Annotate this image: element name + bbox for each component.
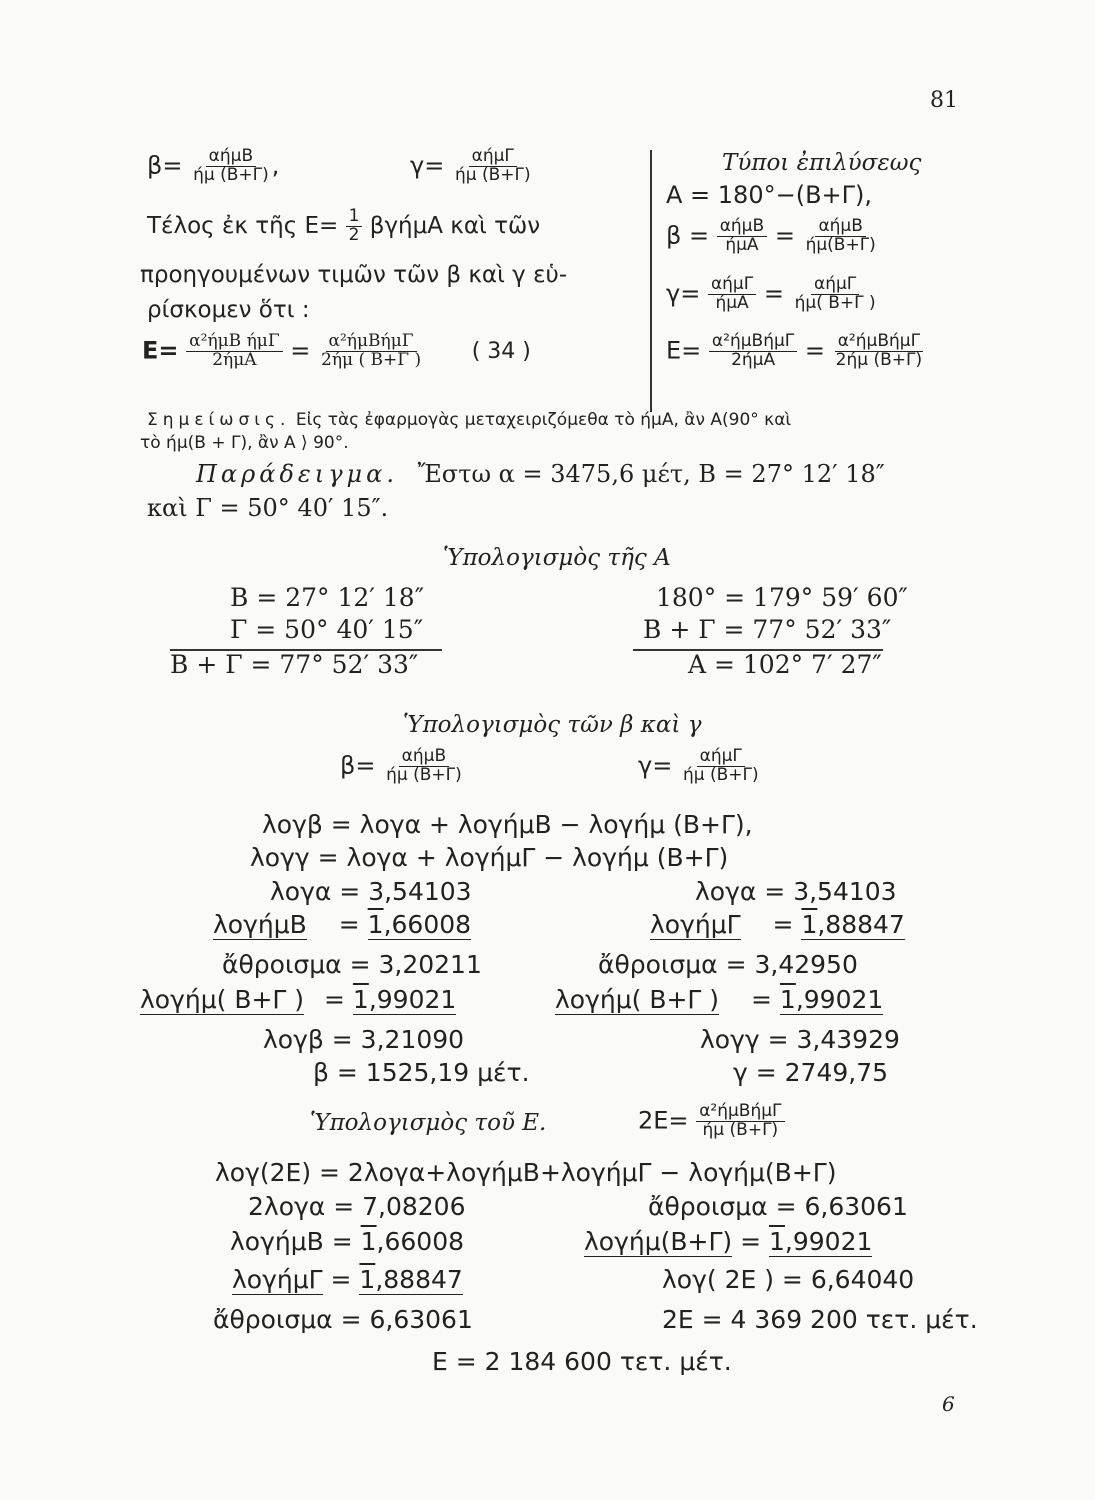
- calc-E-r2-mant: ,99021: [784, 1227, 873, 1256]
- E-fraction-2: [318, 333, 424, 370]
- log-left-l4-eq: =: [324, 985, 353, 1014]
- calc-E-l2: [230, 1227, 464, 1256]
- b-num1: αήμΒ: [717, 218, 767, 237]
- g-eq: =: [763, 279, 784, 308]
- calc-bg-gamma-den: ήμ (Β+Γ): [682, 764, 759, 785]
- calc-E-r3: λογ( 2Ε ) = 6,64040: [662, 1265, 915, 1294]
- gamma-num: αήμΓ: [469, 148, 517, 167]
- column-divider: [650, 150, 652, 412]
- calc-A-l1: Β = 27° 12′ 18″: [230, 583, 425, 612]
- formula-gamma-right: [666, 276, 879, 313]
- beta-fraction: [190, 148, 272, 185]
- formulas-title: Τύποι ἐπιλύσεως: [722, 150, 922, 176]
- comma: ,: [271, 151, 280, 180]
- log-gamma-eq: λογγ = λογα + λογήμΓ − λογήμ (Β+Γ): [250, 843, 729, 872]
- E-right-frac1: [709, 333, 797, 370]
- gamma-lhs: γ=: [410, 151, 445, 180]
- e-den2: 2ήμ (Β+Γ): [835, 349, 923, 370]
- calc-bg-gamma-num: αήμΓ: [697, 748, 745, 767]
- calc-A-r2: Β + Γ = 77° 52′ 33″: [643, 615, 892, 644]
- beta-right-frac1: [717, 218, 767, 255]
- calc-A-r1: 180° = 179° 59′ 60″: [656, 583, 908, 612]
- log-right-l4: [555, 985, 883, 1014]
- notes-text-1: Εἰς τὰς ἐφαρμογὰς μεταχειριζόμεθα τὸ ήμΑ, ἂν Α(90° καὶ: [295, 410, 792, 430]
- e-num1: α²ήμΒήμΓ: [709, 333, 797, 352]
- notes-line-2: τὸ ήμ(Β + Γ), ἂν Α ⟩ 90°.: [140, 433, 349, 453]
- calc-E-twoE-num: α²ήμΒήμΓ: [696, 1103, 784, 1122]
- half-fraction: [346, 208, 363, 245]
- calc-E-twoE-den: ήμ (Β+Γ): [702, 1119, 779, 1140]
- calc-bg-beta: [340, 748, 465, 785]
- e-num2: α²ήμΒήμΓ: [835, 333, 923, 352]
- calc-E-r2-eq: =: [732, 1227, 770, 1256]
- g-num2: αήμΓ: [811, 276, 859, 295]
- E-num1: α²ήμΒ ήμΓ: [186, 333, 282, 352]
- log-right-l3: ἄθροισμα = 3,42950: [598, 950, 858, 979]
- E-fraction-1: [186, 333, 282, 370]
- log-left-l2-eq: =: [338, 910, 368, 939]
- log-right-l2-label: λογήμΓ: [650, 910, 741, 939]
- calc-bg-title: Ὑπολογισμὸς τῶν β καὶ γ: [403, 712, 702, 738]
- gamma-den: ήμ (Β+Γ): [454, 164, 531, 185]
- E-den1: 2ήμΑ: [212, 349, 257, 370]
- calc-bg-beta-frac: [383, 748, 465, 785]
- example-text-1: Ἔστω α = 3475,6 μέτ, Β = 27° 12′ 18″: [417, 460, 885, 488]
- calc-E-r2-char: 1: [769, 1227, 785, 1256]
- calc-E-l3: [232, 1265, 463, 1294]
- calc-E-l2-label: λογήμΒ =: [230, 1227, 361, 1256]
- log-left-l6: β = 1525,19 μέτ.: [313, 1058, 530, 1087]
- E-num2: α²ήμΒήμΓ: [326, 333, 417, 352]
- notes-label: Σημείωσις.: [147, 410, 291, 430]
- formula-beta-right: [666, 218, 879, 255]
- g-num1: αήμΓ: [708, 276, 756, 295]
- notes-line-1: [147, 410, 791, 430]
- calc-E-l2-char: 1: [360, 1227, 377, 1256]
- calc-A-r3: Α = 102° 7′ 27″: [688, 650, 882, 679]
- E-eq: =: [290, 336, 311, 365]
- page-number: 81: [930, 88, 958, 113]
- calc-A-l3: Β + Γ = 77° 52′ 33″: [170, 650, 419, 679]
- calc-E-r2: [584, 1227, 872, 1256]
- text-line-1b: βγήμΑ καὶ τῶν: [369, 212, 541, 239]
- example-line-1: [196, 460, 885, 488]
- b-den1: ήμΑ: [725, 234, 759, 255]
- beta-right-frac2: [803, 218, 879, 255]
- log-left-l4: [140, 985, 456, 1014]
- log-right-l4-label: λογήμ( Β+Γ ): [555, 985, 720, 1014]
- log-right-l2-eq: =: [772, 910, 802, 939]
- log-left-l3: ἄθροισμα = 3,20211: [222, 950, 482, 979]
- b-eq: =: [774, 221, 795, 250]
- log-left-l2-label: λογήμΒ: [213, 910, 307, 939]
- E-right-frac2: [833, 333, 925, 370]
- calc-E-l1: 2λογα = 7,08206: [248, 1192, 466, 1221]
- calc-E-l3-eq: =: [322, 1265, 360, 1294]
- equation-label: ( 34 ): [471, 339, 531, 365]
- log-right-l2-char: 1: [801, 910, 818, 939]
- gamma-right-frac1: [708, 276, 756, 313]
- log-left-l2-char: 1: [367, 910, 384, 939]
- formula-E-34: [142, 333, 531, 370]
- log-beta-eq: λογβ = λογα + λογήμΒ − λογήμ (Β+Γ),: [262, 810, 753, 839]
- calc-bg-beta-lhs: β=: [340, 751, 376, 780]
- E-lhs: Ε=: [142, 336, 179, 365]
- log-left-l5: λογβ = 3,21090: [263, 1025, 465, 1054]
- e-eq: =: [804, 336, 826, 365]
- calc-bg-beta-num: αήμΒ: [399, 748, 449, 767]
- E-den2: 2ήμ ( Β+Γ ): [321, 349, 422, 370]
- formula-E-right: [666, 333, 925, 370]
- g-den1: ήμΑ: [715, 292, 749, 313]
- calc-E-l3-label: λογήμΓ: [232, 1265, 323, 1294]
- log-right-l5: λογγ = 3,43929: [700, 1025, 900, 1054]
- calc-E-twoE-lhs: 2Ε=: [638, 1106, 689, 1135]
- log-right-l6: γ = 2749,75: [733, 1058, 889, 1087]
- log-left-l4-char: 1: [352, 985, 369, 1014]
- calc-A-title: Ὑπολογισμὸς τῆς Α: [443, 545, 671, 571]
- example-label: Παράδειγμα.: [196, 460, 398, 488]
- beta-num: αήμΒ: [206, 148, 256, 167]
- log-right-l4-mant: ,99021: [795, 985, 884, 1014]
- b-num2: αήμΒ: [815, 218, 865, 237]
- calc-bg-beta-den: ήμ (Β+Γ): [386, 764, 462, 785]
- calc-E-final: Ε = 2 184 600 τετ. μέτ.: [432, 1347, 732, 1376]
- calc-E-l3-mant: ,88847: [375, 1265, 463, 1294]
- calc-bg-gamma-frac: [680, 748, 762, 785]
- formula-beta: [147, 148, 279, 185]
- log-left-l4-mant: ,99021: [368, 985, 457, 1014]
- log-right-l2-mant: ,88847: [817, 910, 905, 939]
- log-left-l4-label: λογήμ( Β+Γ ): [140, 985, 305, 1014]
- calc-E-twoE-frac: [696, 1103, 784, 1140]
- calc-E-l2-mant: ,66008: [376, 1227, 465, 1256]
- log-left-l2: [213, 910, 471, 939]
- calc-A-l2: Γ = 50° 40′ 15″: [230, 615, 424, 644]
- log-right-l2: [650, 910, 905, 939]
- calc-E-l4: ἄθροισμα = 6,63061: [213, 1305, 473, 1334]
- beta-lhs: β=: [147, 151, 183, 180]
- log-left-l2-mant: ,66008: [383, 910, 472, 939]
- calc-bg-gamma: [638, 748, 762, 785]
- gamma-fraction: [452, 148, 534, 185]
- calc-E-main: λογ(2Ε) = 2λογα+λογήμΒ+λογήμΓ − λογήμ(Β+Γ): [215, 1158, 837, 1187]
- gamma-right-lhs: γ=: [666, 279, 701, 308]
- formula-A: Α = 180°−(Β+Γ),: [666, 181, 873, 209]
- text-line-2: προηγουμένων τιμῶν τῶν β καὶ γ εὑ-: [140, 262, 568, 288]
- text-line-1: [147, 208, 540, 245]
- calc-E-r4: 2Ε = 4 369 200 τετ. μέτ.: [662, 1305, 978, 1334]
- text-line-3: ρίσκομεν ὅτι :: [147, 297, 310, 323]
- half-den: 2: [348, 224, 360, 245]
- calc-E-r1: ἄθροισμα = 6,63061: [648, 1192, 908, 1221]
- log-left-l1: λογα = 3,54103: [270, 877, 472, 906]
- example-line-2: καὶ Γ = 50° 40′ 15″.: [147, 494, 389, 522]
- e-den1: 2ήμΑ: [731, 349, 776, 370]
- calc-E-title: Ὑπολογισμὸς τοῦ Ε.: [310, 1110, 547, 1136]
- beta-right-lhs: β =: [666, 221, 710, 250]
- E-right-lhs: Ε=: [666, 336, 702, 365]
- calc-E-r2-label: λογήμ(Β+Γ): [584, 1227, 733, 1256]
- gamma-right-frac2: [792, 276, 879, 313]
- log-right-l4-char: 1: [779, 985, 796, 1014]
- half-num: 1: [346, 208, 363, 227]
- formula-gamma: [410, 148, 534, 185]
- b-den2: ήμ(Β+Γ): [805, 234, 876, 255]
- calc-E-twoE: [638, 1103, 785, 1140]
- calc-E-l3-char: 1: [359, 1265, 376, 1294]
- g-den2: ήμ( Β+Γ ): [794, 292, 876, 313]
- log-right-l4-eq: =: [751, 985, 780, 1014]
- calc-bg-gamma-lhs: γ=: [638, 751, 673, 780]
- log-right-l1: λογα = 3,54103: [695, 877, 897, 906]
- text-line-1a: Τέλος ἐκ τῆς Ε=: [147, 212, 339, 239]
- signature-mark: 6: [942, 1392, 955, 1416]
- beta-den: ήμ (Β+Γ): [193, 164, 269, 185]
